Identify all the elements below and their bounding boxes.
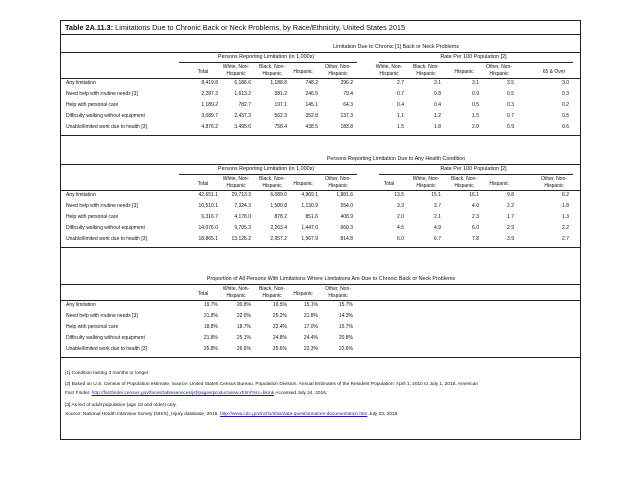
section2-cell: 554.0 [340, 203, 353, 209]
section3-cell: 22.4% [272, 324, 287, 330]
section3-row-label: Help with personal care [66, 324, 119, 330]
section1-cell: 3.1 [434, 80, 441, 86]
census-link[interactable]: http://factfinder.census.gov/faces/tableservices/jsf/pages/productview.xhtml?src=bkmk [91, 391, 275, 396]
section1-heading: Limitation Due to Chronic [1] Back or Neck Problems [333, 44, 459, 50]
section2-row-label: Any limitation [66, 192, 96, 198]
divider [61, 247, 580, 248]
section3-cell: 25.2% [272, 313, 287, 319]
section1-cell: 3.0 [562, 80, 569, 86]
section2-cell: 7,324.3 [234, 203, 251, 209]
section2-cell: 9.8 [507, 192, 514, 198]
section1-group-left: Persons Reporting Limitation (in 1,000s) [217, 54, 315, 60]
section3-cell: 20.8% [236, 302, 251, 308]
section2-col-header: Total [197, 181, 209, 187]
section3-col-header: Black, Non- Hispanic [259, 286, 285, 299]
section1-row-label: Unable/limited work due to health [3] [66, 124, 147, 130]
section3-cell: 15.1% [303, 302, 318, 308]
section2-cell: 814.8 [340, 236, 353, 242]
section2-cell: 4,969.1 [301, 192, 318, 198]
section1-cell: 2,437.3 [234, 113, 251, 119]
section2-cell: 1,447.0 [301, 225, 318, 231]
section2-cell: 18,865.1 [198, 236, 218, 242]
section2-cell: 1,967.9 [301, 236, 318, 242]
section2-cell: 14,076.0 [198, 225, 218, 231]
section2-cell: 1,130.9 [301, 203, 318, 209]
section3-cell: 25.8% [203, 346, 218, 352]
section2-col-header: Other, Non- Hispanic [541, 176, 567, 189]
section1-cell: 0.5 [562, 113, 569, 119]
section2-cell: 2,263.4 [270, 225, 287, 231]
section1-cell: 0.4 [397, 102, 404, 108]
source-note: Source: National Health Interview Survey (NHIS)_Injury database, 2015. http://www.cdc.gov/nchs/nhis/data-questionnaires-documentation.htm July 23, 2016. [65, 412, 399, 417]
section1-col-header: Total [197, 69, 209, 75]
section1-cell: 562.3 [274, 113, 287, 119]
section1-cell: 0.9 [472, 91, 479, 97]
section3-heading: Proportion of All Persons With Limitations Where Limitations Are Due to Chronic Back or Neck Problems [206, 276, 456, 282]
section2-cell: 6,089.0 [270, 192, 287, 198]
section2-row-label: Difficulty walking without equipment [66, 225, 145, 231]
section1-cell: 145.1 [305, 102, 318, 108]
section3-cell: 21.8% [203, 313, 218, 319]
section1-col-header: Black, Non- Hispanic [413, 64, 439, 77]
section1-cell: 0.2 [562, 102, 569, 108]
section1-cell: 438.5 [305, 124, 318, 130]
section1-cell: 2.0 [472, 124, 479, 130]
section1-cell: 1,613.2 [234, 91, 251, 97]
section1-cell: 3.1 [472, 80, 479, 86]
section1-cell: 137.3 [340, 113, 353, 119]
section1-cell: 1.2 [434, 113, 441, 119]
section1-cell: 1.5 [472, 113, 479, 119]
section2-cell: 16.1 [469, 192, 479, 198]
section1-cell: 0.3 [507, 102, 514, 108]
section2-cell: 9,705.3 [234, 225, 251, 231]
divider [61, 135, 580, 136]
divider [179, 174, 357, 175]
section1-cell: 748.2 [305, 80, 318, 86]
section2-cell: 1,500.8 [270, 203, 287, 209]
section2-col-header: Other, Non- Hispanic [325, 176, 351, 189]
section2-cell: 2.7 [562, 236, 569, 242]
section3-cell: 25.6% [272, 346, 287, 352]
section3-cell: 22.0% [236, 313, 251, 319]
section3-col-header: Total [197, 291, 209, 297]
section2-heading: Persons Reporting Limitation Due to Any Health Condition [326, 156, 466, 162]
section2-cell: 1.8 [562, 203, 569, 209]
divider [61, 357, 580, 358]
divider [61, 300, 580, 301]
divider [61, 78, 580, 79]
section2-cell: 2.1 [434, 214, 441, 220]
section3-row-label: Difficulty walking without equipment [66, 335, 145, 341]
section1-col-header: Other, Non- Hispanic [486, 64, 512, 77]
section3-col-header: White, Non- Hispanic [222, 286, 250, 299]
section2-cell: 29,713.3 [231, 192, 251, 198]
section1-cell: 0.7 [397, 91, 404, 97]
section3-cell: 25.1% [236, 335, 251, 341]
divider [61, 284, 580, 285]
section1-cell: 4,876.2 [201, 124, 218, 130]
section1-col-header: Black, Non- Hispanic [259, 64, 285, 77]
section3-cell: 17.0% [303, 324, 318, 330]
section2-cell: 2.2 [507, 203, 514, 209]
section1-cell: 1,188.8 [270, 80, 287, 86]
section2-group-right: Rate Per 100 Population [2] [440, 166, 507, 172]
section3-cell: 22.6% [338, 346, 353, 352]
section2-cell: 13.5 [394, 192, 404, 198]
section3-cell: 14.3% [338, 313, 353, 319]
section2-cell: 6.7 [434, 236, 441, 242]
section1-cell: 64.3 [343, 102, 353, 108]
section1-col-header: White, Non- Hispanic [375, 64, 403, 77]
section2-col-header: White, Non- Hispanic [222, 176, 250, 189]
section2-col-header: Hispanic [489, 181, 509, 187]
section2-cell: 2.3 [472, 214, 479, 220]
section2-cell: 4.5 [397, 225, 404, 231]
section2-cell: 1.3 [562, 214, 569, 220]
table-frame [60, 20, 581, 440]
section1-cell: 758.4 [274, 124, 287, 130]
section2-row-label: Need help with routine needs [3] [66, 203, 138, 209]
section3-cell: 19.5% [272, 302, 287, 308]
footnote-1: [1] Condition lasting 3 months or longer. [65, 371, 150, 376]
section2-col-header: Black, Non- Hispanic [259, 176, 285, 189]
section2-cell: 15.1 [431, 192, 441, 198]
section1-cell: 3.5 [507, 80, 514, 86]
section1-cell: 1.5 [397, 124, 404, 130]
section2-cell: 1.7 [507, 214, 514, 220]
table-title: Table 2A.11.3: Limitations Due to Chronic Back or Neck Problems, by Race/Ethnicity, United States 2015 [65, 23, 406, 32]
section3-cell: 24.4% [303, 335, 318, 341]
section1-cell: 2,287.3 [201, 91, 218, 97]
section1-cell: 0.7 [507, 113, 514, 119]
section2-group-left: Persons Reporting Limitation (in 1,000s) [217, 166, 315, 172]
section1-cell: 0.3 [562, 91, 569, 97]
divider [61, 164, 580, 165]
section3-cell: 21.8% [203, 335, 218, 341]
section1-cell: 0.5 [507, 91, 514, 97]
section2-cell: 408.9 [340, 214, 353, 220]
section1-cell: 197.1 [274, 102, 287, 108]
section2-col-header: Black, Non- Hispanic [451, 176, 477, 189]
section2-cell: 2.2 [562, 225, 569, 231]
section2-cell: 2,957.2 [270, 236, 287, 242]
section1-cell: 0.4 [434, 102, 441, 108]
section3-col-header: Other, Non- Hispanic [325, 286, 351, 299]
section2-cell: 851.6 [305, 214, 318, 220]
divider [61, 52, 580, 53]
section3-cell: 20.8% [338, 335, 353, 341]
section3-cell: 18.7% [236, 324, 251, 330]
section1-cell: 0.8 [434, 91, 441, 97]
section1-col-header: 65 & Over [542, 69, 566, 75]
section2-cell: 4.0 [472, 203, 479, 209]
section1-cell: 352.8 [305, 113, 318, 119]
section1-cell: 183.8 [340, 124, 353, 130]
section2-cell: 4.9 [434, 225, 441, 231]
section2-row-label: Unable/limited work due to health [3] [66, 236, 147, 242]
section2-cell: 6.0 [397, 236, 404, 242]
section3-cell: 19.7% [203, 302, 218, 308]
divider [179, 62, 357, 63]
divider [379, 62, 573, 63]
section1-col-header: Hispanic [293, 69, 313, 75]
section2-cell: 3.9 [507, 236, 514, 242]
section1-cell: 381.2 [274, 91, 287, 97]
section1-cell: 79.4 [343, 91, 353, 97]
section2-cell: 2.9 [507, 225, 514, 231]
section1-group-right: Rate Per 100 Population [2] [440, 54, 507, 60]
divider [379, 174, 573, 175]
section1-col-header: White, Non- Hispanic [222, 64, 250, 77]
section2-col-header: Hispanic [293, 181, 313, 187]
section2-cell: 6,316.7 [201, 214, 218, 220]
divider [61, 34, 580, 35]
section3-cell: 24.8% [272, 335, 287, 341]
section2-cell: 6.0 [472, 225, 479, 231]
divider [61, 190, 580, 191]
section2-row-label: Help with personal care [66, 214, 119, 220]
section2-cell: 878.2 [274, 214, 287, 220]
section1-col-header: Other, Non- Hispanic [325, 64, 351, 77]
cdc-link[interactable]: http://www.cdc.gov/nchs/nhis/data-questionnaires-documentation.htm [219, 412, 368, 417]
section3-cell: 18.8% [203, 324, 218, 330]
section1-cell: 3,495.6 [234, 124, 251, 130]
section2-cell: 1,881.6 [336, 192, 353, 198]
section1-col-header: Hispanic [454, 69, 474, 75]
section1-cell: 0.9 [507, 124, 514, 130]
section3-col-header: Hispanic [293, 291, 313, 297]
section3-row-label: Unable/limited work due to health [3] [66, 346, 147, 352]
section2-col-header: Total [383, 181, 395, 187]
section1-cell: 1,189.2 [201, 102, 218, 108]
section3-cell: 22.3% [303, 346, 318, 352]
section2-cell: 42,651.1 [198, 192, 218, 198]
section2-cell: 10,510.1 [198, 203, 218, 209]
section2-cell: 2.0 [397, 214, 404, 220]
section1-row-label: Difficulty walking without equipment [66, 113, 145, 119]
section3-cell: 15.7% [338, 302, 353, 308]
section2-cell: 6.2 [562, 192, 569, 198]
section1-cell: 246.5 [305, 91, 318, 97]
section2-cell: 3.7 [434, 203, 441, 209]
footnote-3: [3] As led of adult population (age 18 and older) only. [65, 403, 177, 408]
section1-cell: 1.8 [434, 124, 441, 130]
section2-cell: 3.3 [397, 203, 404, 209]
section1-row-label: Help with personal care [66, 102, 119, 108]
section3-cell: 26.6% [236, 346, 251, 352]
section2-cell: 4,178.0 [234, 214, 251, 220]
section1-cell: 0.6 [562, 124, 569, 130]
section2-cell: 660.3 [340, 225, 353, 231]
section1-cell: 0.5 [472, 102, 479, 108]
section1-row-label: Any limitation [66, 80, 96, 86]
section2-cell: 13,125.2 [231, 236, 251, 242]
section3-cell: 15.7% [338, 324, 353, 330]
section2-col-header: White, Non- Hispanic [412, 176, 440, 189]
footnote-2-cont: Fact Finder. http://factfinder.census.gov/faces/tableservices/jsf/pages/productview.xhtml?src=bkmk Accessed July 24, 2016. [65, 391, 328, 396]
section3-row-label: Any limitation [66, 302, 96, 308]
section1-cell: 782.7 [238, 102, 251, 108]
section3-row-label: Need help with routine needs [3] [66, 313, 138, 319]
section1-cell: 296.2 [340, 80, 353, 86]
section3-cell: 21.8% [303, 313, 318, 319]
section1-cell: 6,186.6 [234, 80, 251, 86]
footnote-2: [2] Based on U.S. Census of Population estimate. Source: United States Census Bureau, Population Division. Annual Estimates of the Resident Population: April 1, 2010 to July 1, 2015. American [65, 382, 479, 387]
section1-cell: 3,089.7 [201, 113, 218, 119]
section1-row-label: Need help with routine needs [3] [66, 91, 138, 97]
section2-cell: 7.8 [472, 236, 479, 242]
section1-cell: 8,419.8 [201, 80, 218, 86]
section1-cell: 1.1 [397, 113, 404, 119]
section1-cell: 2.7 [397, 80, 404, 86]
